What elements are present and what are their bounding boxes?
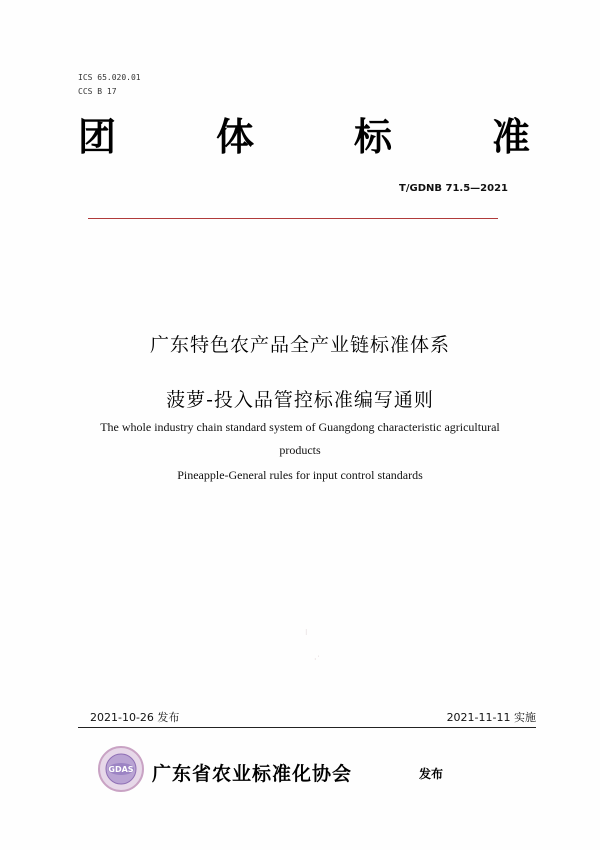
scan-speck: ·˙	[314, 655, 321, 664]
doc-type-char: 团	[78, 115, 117, 159]
header-divider	[88, 218, 498, 219]
doc-type-char: 体	[215, 115, 254, 159]
document-type-heading	[78, 115, 530, 159]
standard-number: T/GDNB 71.5—2021	[399, 183, 508, 194]
doc-type-char: 准	[491, 115, 530, 159]
seal-lettering: GDAS	[108, 765, 134, 774]
association-seal-icon	[97, 745, 145, 793]
doc-type-char: 标	[353, 115, 392, 159]
ics-code: ICS 65.020.01	[78, 73, 141, 82]
scan-speck: ⁝	[305, 628, 308, 637]
issue-date: 2021-10-26 发布	[90, 711, 180, 724]
title-chinese-main: 广东特色农产品全产业链标准体系	[149, 334, 450, 356]
implementation-date: 2021-11-11 实施	[446, 711, 536, 724]
title-english-subtitle: Pineapple-General rules for input control standards	[177, 468, 423, 482]
footer-divider	[78, 727, 536, 728]
publish-label: 发布	[419, 767, 444, 781]
ccs-code: CCS B 17	[78, 87, 117, 96]
title-english-line: The whole industry chain standard system of Guangdong characteristic agricultural	[100, 420, 500, 434]
title-english-line: products	[279, 443, 321, 457]
publisher-name: 广东省农业标准化协会	[152, 763, 353, 785]
title-chinese-sub: 菠萝-投入品管控标准编写通则	[166, 389, 434, 411]
